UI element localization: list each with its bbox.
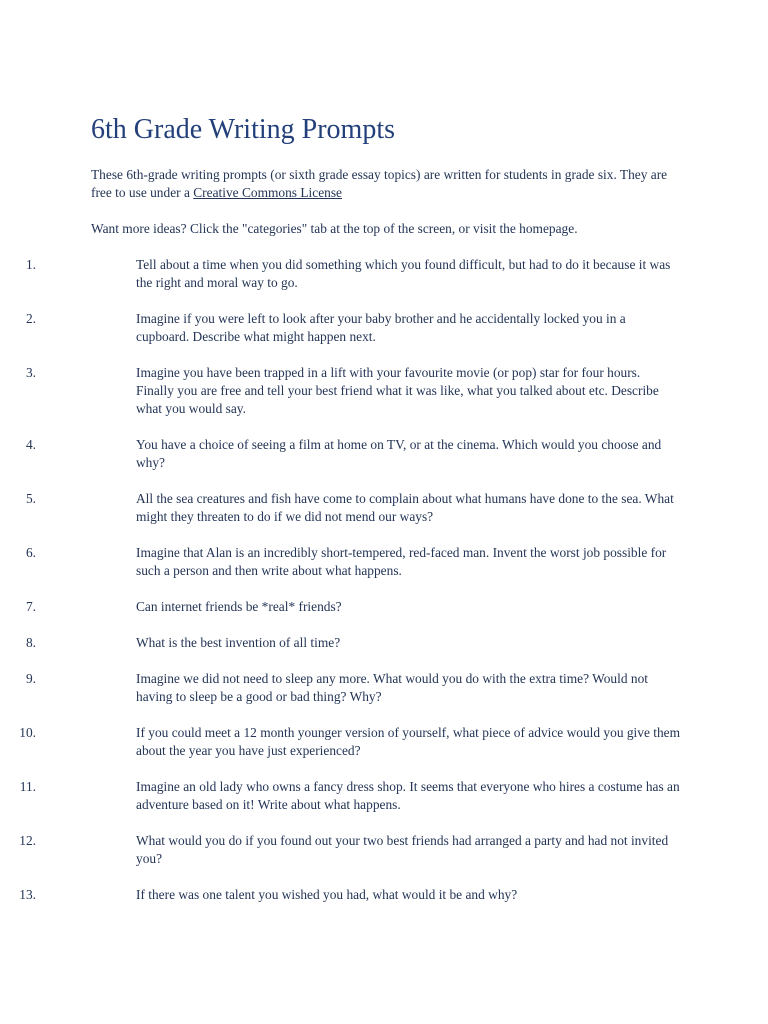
prompt-text: If you could meet a 12 month younger version of yourself, what piece of advice would you give them about the year you have just experienced? xyxy=(136,725,681,758)
prompt-number: 5. xyxy=(25,491,36,506)
prompt-list xyxy=(0,256,768,922)
prompt-text: Imagine you have been trapped in a lift with your favourite movie (or pop) star for four hours. Finally you are free and tell your best friend what it was like, what you talked about etc. Describe what you would say. xyxy=(136,365,659,416)
list-item xyxy=(0,778,681,814)
prompt-number: 2. xyxy=(25,311,36,326)
list-item xyxy=(0,634,681,652)
prompt-text: Tell about a time when you did something which you found difficult, but had to do it because it was the right and moral way to go. xyxy=(136,257,671,290)
prompt-number: 3. xyxy=(25,365,36,380)
prompt-text: What is the best invention of all time? xyxy=(136,635,341,650)
prompt-number: 8. xyxy=(25,635,36,650)
list-item xyxy=(0,724,681,760)
prompt-number: 6. xyxy=(25,545,36,560)
list-item xyxy=(0,364,681,418)
prompt-number: 11. xyxy=(19,779,36,794)
prompt-text: Imagine that Alan is an incredibly short-tempered, red-faced man. Invent the worst job possible for such a person and then write about what happens. xyxy=(136,545,667,578)
prompt-text: Imagine if you were left to look after your baby brother and he accidentally locked you in a cupboard. Describe what might happen next. xyxy=(136,311,626,344)
intro-text: These 6th-grade writing prompts (or sixth grade essay topics) are written for students in grade six. They are free to use under a xyxy=(91,167,668,200)
list-item xyxy=(0,886,681,904)
prompt-text: You have a choice of seeing a film at home on TV, or at the cinema. Which would you choose and why? xyxy=(136,437,662,470)
list-item xyxy=(0,544,681,580)
prompt-number: 9. xyxy=(25,671,36,686)
page-title: 6th Grade Writing Prompts xyxy=(91,114,395,145)
prompt-text: All the sea creatures and fish have come to complain about what humans have done to the sea. What might they threaten to do if we did not mend our ways? xyxy=(136,491,674,524)
prompt-number: 7. xyxy=(25,599,36,614)
list-item xyxy=(0,310,681,346)
prompt-text: If there was one talent you wished you had, what would it be and why? xyxy=(136,887,518,902)
more-ideas-text: Want more ideas? Click the "categories" tab at the top of the screen, or visit the homepage. xyxy=(91,221,578,236)
prompt-number: 4. xyxy=(25,437,36,452)
prompt-number: 13. xyxy=(19,887,36,902)
list-item xyxy=(0,436,681,472)
prompt-number: 10. xyxy=(19,725,36,740)
creative-commons-link[interactable]: Creative Commons License xyxy=(193,185,342,200)
intro-paragraph xyxy=(91,166,671,202)
prompt-text: Imagine we did not need to sleep any more. What would you do with the extra time? Would not having to sleep be a good or bad thing? Why? xyxy=(136,671,648,704)
list-item xyxy=(0,490,681,526)
prompt-number: 1. xyxy=(25,257,36,272)
prompt-text: Imagine an old lady who owns a fancy dress shop. It seems that everyone who hires a costume has an adventure based on it! Write about what happens. xyxy=(136,779,680,812)
list-item xyxy=(0,598,681,616)
prompt-text: Can internet friends be *real* friends? xyxy=(136,599,342,614)
list-item xyxy=(0,256,681,292)
prompt-number: 12. xyxy=(19,833,36,848)
prompt-text: What would you do if you found out your two best friends had arranged a party and had not invited you? xyxy=(136,833,669,866)
list-item xyxy=(0,670,681,706)
list-item xyxy=(0,832,681,868)
